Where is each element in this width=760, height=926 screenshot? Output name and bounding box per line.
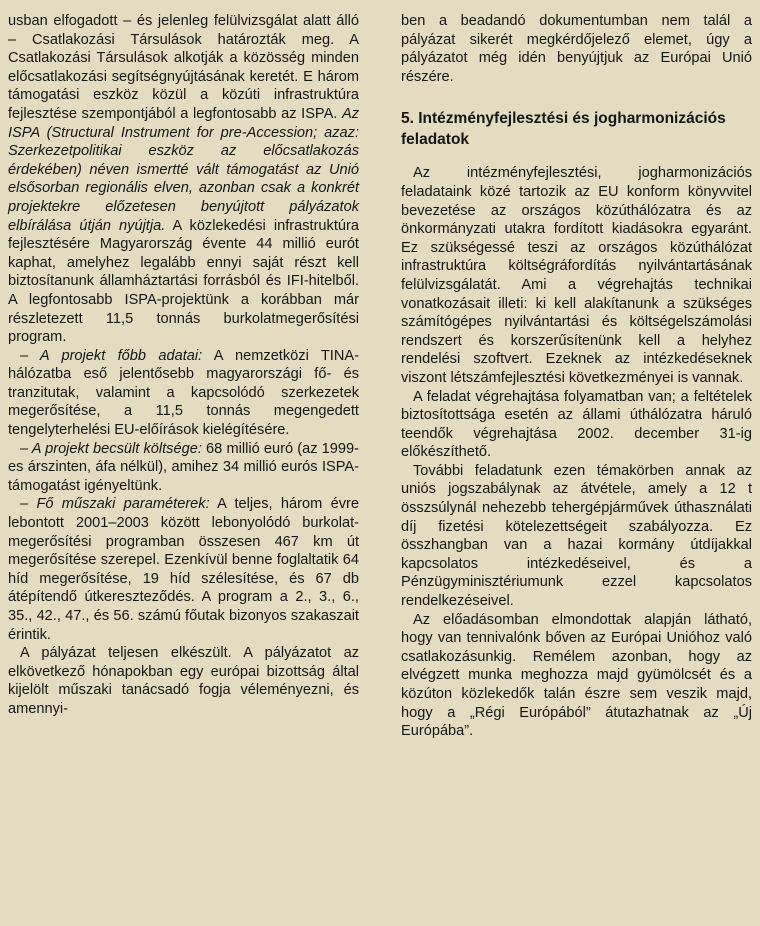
paragraph-implementation-status: A feladat végrehajtása folyamatban van; a feltételek biztosítottsága esetén az állami úthálózatra háruló teendők végrehajtása 2002. december 31-ig előkészíthető. [401, 388, 752, 461]
right-column [401, 12, 752, 741]
paragraph-institutional-tasks: Az intézményfejlesztési, jogharmonizációs feladataink közé tartozik az EU konform könyvvitel bevezetése az országos közúthálózatra és az önkormányzati utakra fordított kiadásokra egyaránt. Ez szükségessé teszi az országos közúthálózat infrastruktúra költségráfordítás nyilvántartásának felülvizsgálatát. Ami a végrehajtás technikai vonatkozásait illeti: ki kell alakítanunk a szükséges számítógépes nyilvántartási és költségelszámolási rendszert és korszerűsítenünk kell a helyhez rendelési szoftvert. Ezeknek az intézkedéseknek viszont létszámfejlesztési következményei is vannak. [401, 165, 752, 386]
paragraph-continuation: ben a beadandó dokumentumban nem talál a pályázat sikerét megkérdőjelező elemet, úgy a pályázatot még idén benyújtjuk az Európai Unió részére. [401, 13, 752, 85]
project-data-text: A nemzetközi TINA-hálózatba eső jelentősebb magyarországi fő- és tranzitutak, valamint a kapcsolódó szerkezetek megerősítése, a 11,5 tonnás megengedett tengelyterhelési EU-előírások kielégítésére. [8, 347, 359, 439]
section-heading: 5. Intézményfejlesztési és jogharmonizációs feladatok [401, 110, 726, 149]
technical-parameters-label: – Fő műszaki paraméterek: [20, 496, 210, 513]
project-cost-text: 68 millió euró (az 1999-es árszinten, áfa nélkül), amihez 34 millió eurós ISPA-támogatást igényeltünk. [8, 440, 359, 494]
paragraph-ispa-definition: Az ISPA (Structural Instrument for pre-Accession; azaz: Szerkezetpolitikai eszköz az előcsatlakozás érdekében) néven ismertté vált támogatást az Unió elsősorban regionális elven, azonban csak a konkrét projektekre előzetesen benyújtott pályázatok elbírálása útján nyújtja. [8, 105, 359, 234]
paragraph-application-status: A pályázat teljesen elkészült. A pályázatot az elkövetkező hónapokban egy európai bizottság által kijelölt műszaki tanácsadó fogja véleményezni, és amennyi- [8, 645, 359, 717]
project-data-label: – A projekt főbb adatai: [20, 347, 203, 364]
paragraph-conclusion: Az előadásomban elmondottak alapján látható, hogy van tennivalónk bőven az Európai Unióhoz való csatlakozásunkig. Remélem azonban, hogy az elvégzett munka meghozza majd gyümölcsét és a közúton közlekedők talán észre sem veszik majd, hogy a „Régi Európából” átutazhatnak az „Új Európába”. [401, 611, 752, 740]
paragraph-project-cost [8, 440, 359, 496]
paragraph-project-data [8, 347, 359, 440]
project-cost-label: – A projekt becsült költsége: [20, 440, 202, 457]
left-column [8, 12, 359, 719]
paragraph-technical-parameters [8, 495, 359, 644]
paragraph-ispa [8, 12, 359, 347]
technical-parameters-text: A teljes, három évre lebontott 2001–2003 között lebonyolódó burkolat-megerősítési programban összesen 467 km út megerősítése szerepel. Ezenkívül benne foglaltatik 64 híd megerősítése, 19 híd szélesítése, és 67 db átépítendő útkereszteződés. A program a 2., 3., 6., 35., 42., 47., és 56. számú főutak bizonyos szakaszait érintik. [8, 496, 359, 643]
paragraph-ispa-intro: usban elfogadott – és jelenleg felülvizsgálat alatt álló – Csatlakozási Társulások határozták meg. A Csatlakozási Társulások alkotják a közösség minden előcsatlakozási segítségnyújtásának keretét. E három támogatási eszköz közül a közúti infrastruktúra fejlesztése szempontjából a legfontosabb az ISPA. [8, 13, 359, 122]
paragraph-ispa-funding: A közlekedési infrastruktúra fejlesztésére Magyarország évente 44 millió eurót kaphat, amelyhez legalább ennyi saját részt kell biztosítanunk államháztartási forrásból és IFI-hitelből. A legfontosabb ISPA-projektünk a korábban már részletezett 11,5 tonnás burkolatmegerősítési program. [8, 217, 359, 346]
paragraph-toll-regulation: További feladatunk ezen témakörben annak az uniós jogszabálynak az átvétele, amely a 12 t összsúlynál nehezebb tehergépjárművek úthasználati díj fizetési kötelezettségeit szabályozza. Ez összhangban van a hazai kormány útdíjakkal kapcsolatos intézkedéseivel, és a Pénzügyminisztériumunk ezzel kapcsolatos rendelkezéseivel. [401, 462, 752, 610]
